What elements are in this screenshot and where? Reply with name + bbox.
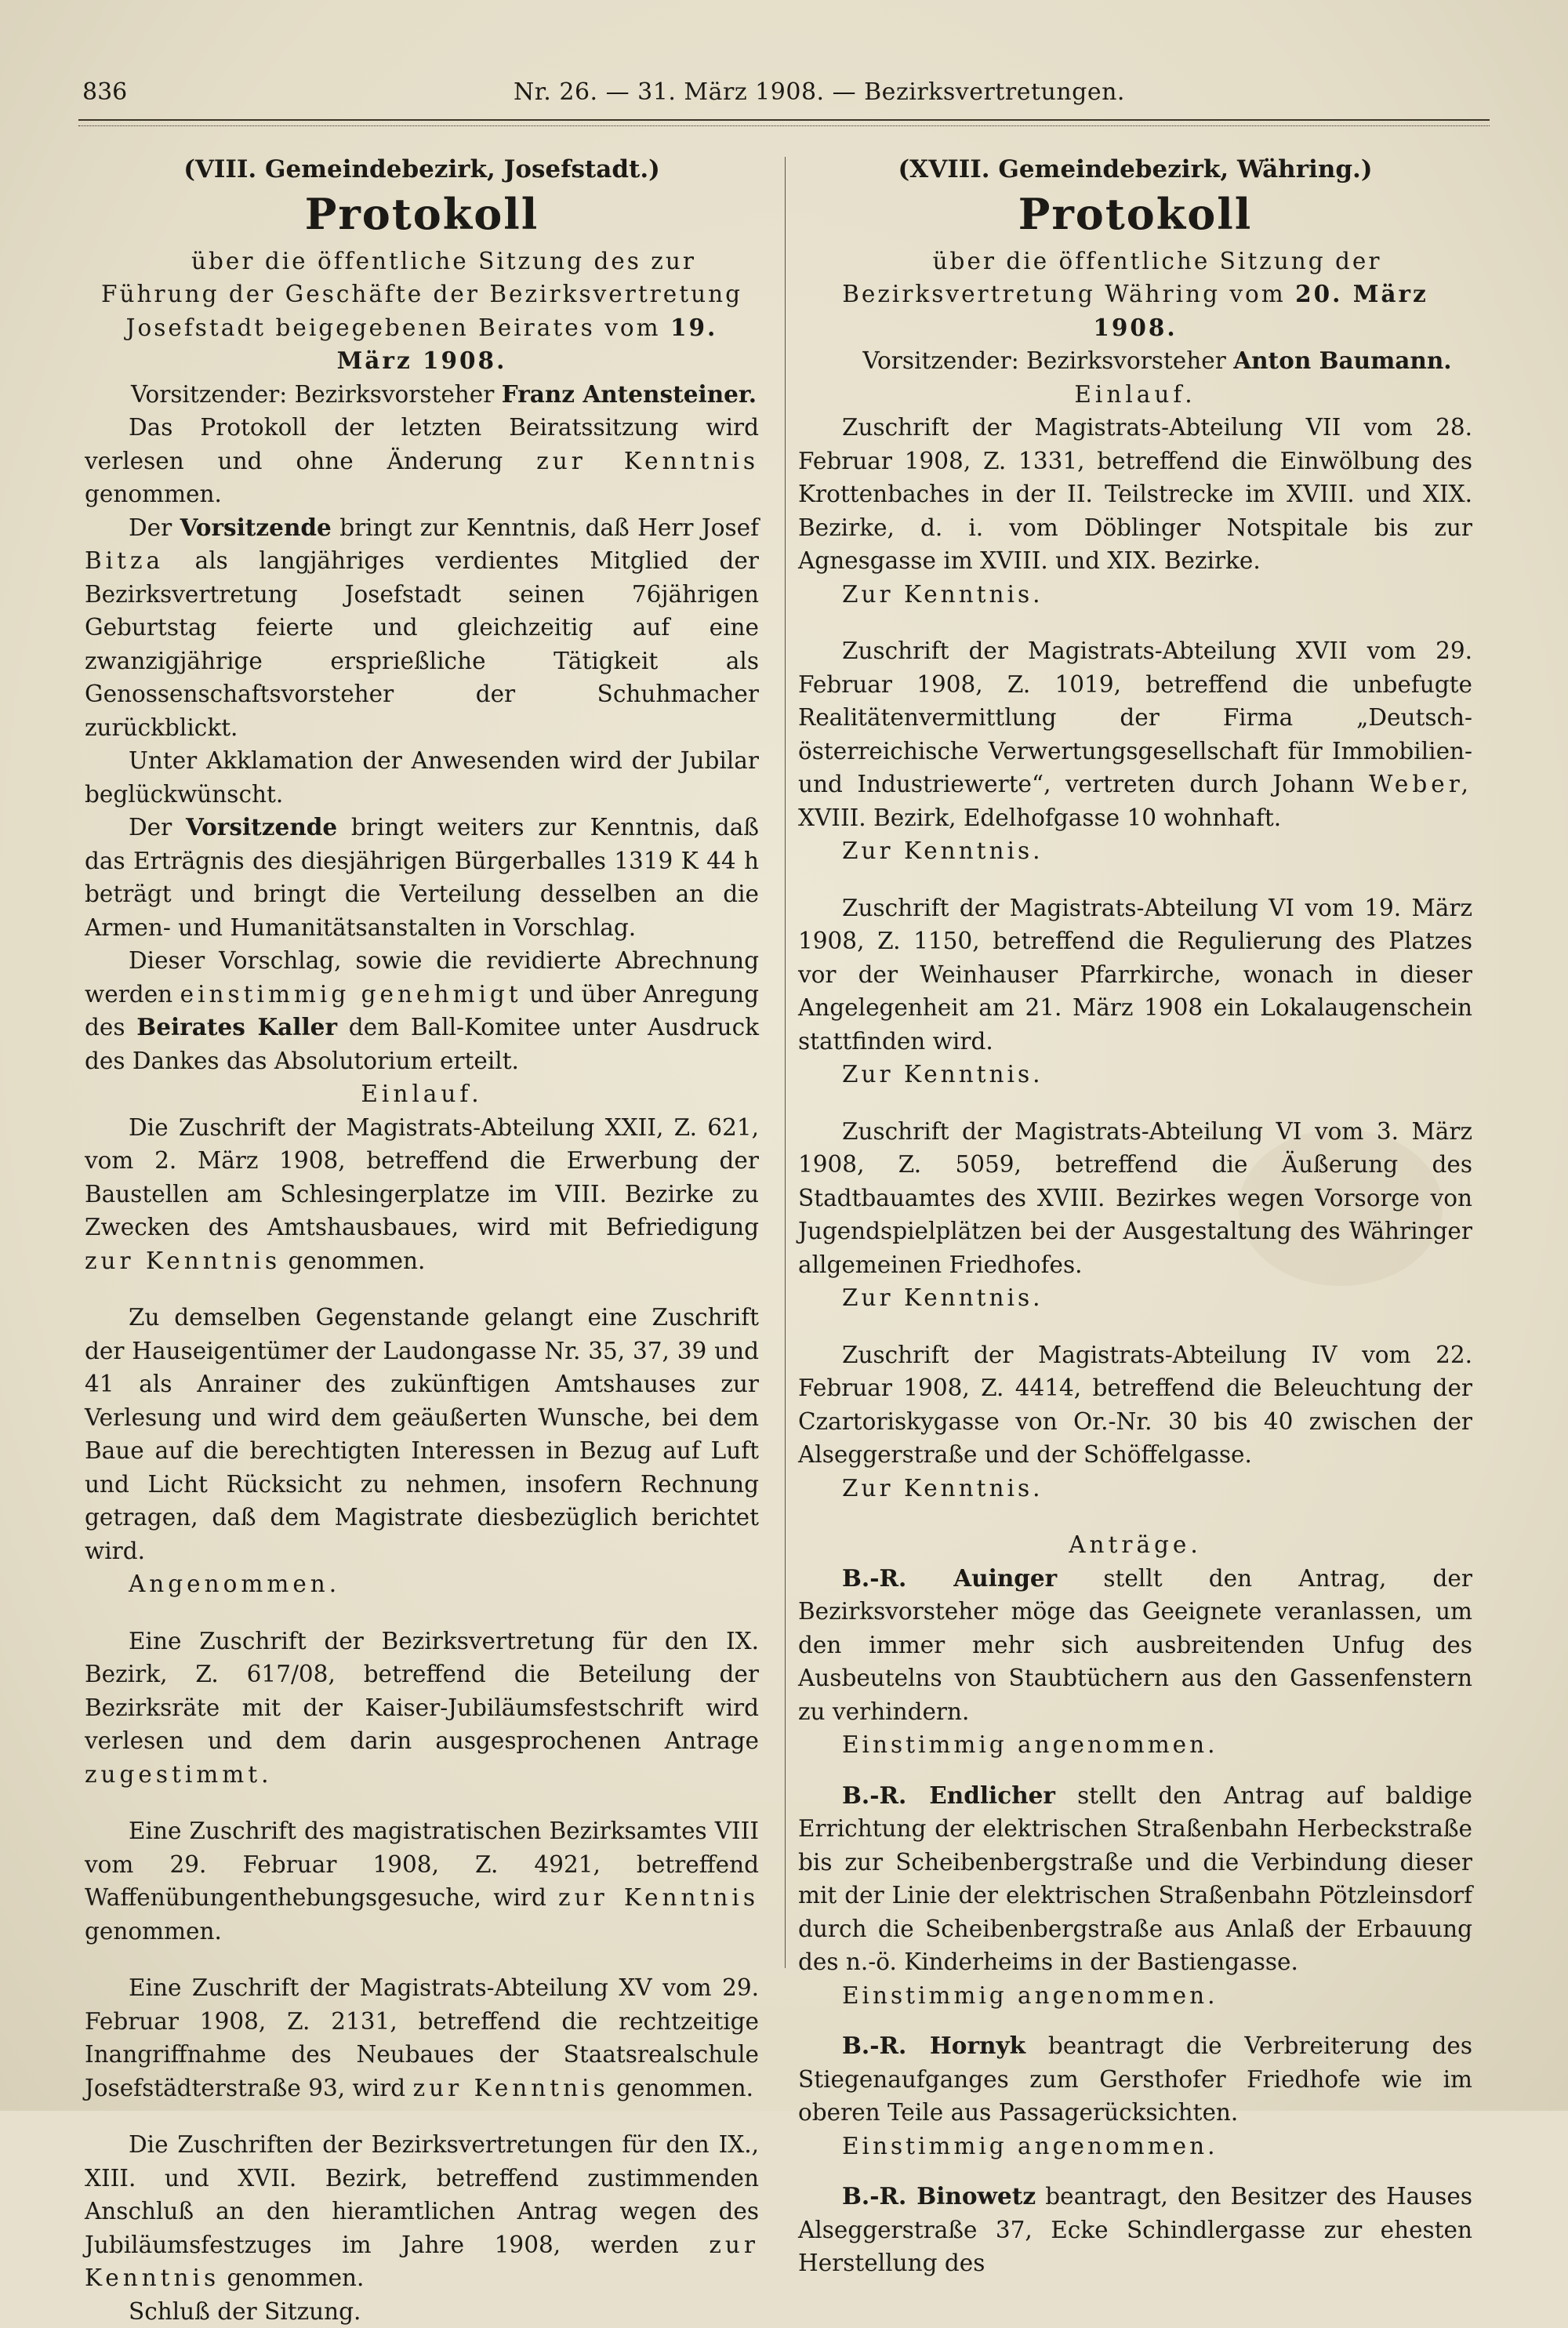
text: stellt den Antrag auf baldige Errichtung der elektrischen Straßenbahn Herbeckstraße bis zur Scheibenbergstraße und die Verbindung dieser mit der Linie der elektrischen Straßenbahn Pötzleinsdorf durch die Scheibenbergstraße aus Anlaß der Erbauung des n.-ö. Kinderheims in der Bastiengasse. <box>798 1782 1472 1976</box>
subtitle-date: 20. März 1908. <box>1093 280 1428 341</box>
result-line: Zur Kenntnis. <box>798 1058 1472 1091</box>
text: und über Anregung des <box>85 981 759 1041</box>
paragraph: Zuschrift der Magistrats-Abteilung VI vom 19. März 1908, Z. 1150, betreffend die Regulierung des Platzes vor der Weinhauser Pfarrkirche, wonach in dieser Angelegenheit am 21. März 1908 ein Lokalaugenschein stattfinden wird. <box>798 892 1472 1059</box>
text: XVIII. Bezirk, Edelhofgasse 10 wohnhaft. <box>798 804 1281 831</box>
chair-name: Anton Baumann. <box>1233 347 1451 374</box>
spaced-text: zur Kenntnis <box>85 2232 759 2292</box>
paragraph <box>85 1814 759 1948</box>
text: genommen. <box>616 2075 753 2101</box>
bold-name: Beirates Kaller <box>136 1013 337 1041</box>
result-line: Einstimmig angenommen. <box>798 1728 1472 1762</box>
motion-paragraph <box>798 2180 1472 2280</box>
column-divider <box>785 157 786 1968</box>
left-column <box>85 153 759 2328</box>
district-heading: (XVIII. Gemeindebezirk, Währing.) <box>798 153 1472 187</box>
text: stellt den Antrag, der Bezirksvorsteher möge das Geeignete veranlassen, um den immer mehr sich ausbreitenden Unfug des Ausbeutelns von Staubtüchern aus den Gassenfenstern zu verhindern. <box>798 1565 1472 1725</box>
result-line: Zur Kenntnis. <box>798 578 1472 612</box>
paragraph: Zu demselben Gegenstande gelangt eine Zuschrift der Hauseigentümer der Laudongasse Nr. 35, 37, 39 und 41 als Anrainer des zukünftigen Amtshauses zur Verlesung und wird dem geäußerten Wunsche, bei dem Baue auf die berechtigten Interessen in Bezug auf Luft und Licht Rücksicht zu nehmen, insofern Rechnung getragen, daß dem Magistrate diesbezüglich berichtet wird. <box>85 1301 759 1567</box>
bold-name: B.-R. Endlicher <box>842 1781 1055 1809</box>
text: genommen. <box>227 2264 365 2291</box>
motion-paragraph <box>798 2029 1472 2130</box>
paragraph <box>85 1625 759 1792</box>
paragraph: Zuschrift der Magistrats-Abteilung VI vom 3. März 1908, Z. 5059, betreffend die Äußerung des Stadtbauamtes des XVIII. Bezirkes wegen Vorsorge von Jugendspielplätzen bei der Ausgestaltung des Währinger allgemeinen Friedhofes. <box>798 1115 1472 1282</box>
paragraph: Zuschrift der Magistrats-Abteilung VII vom 28. Februar 1908, Z. 1331, betreffend die Einwölbung des Krottenbaches in der II. Teilstrecke im XVIII. und XIX. Bezirke, d. i. vom Döblinger Notspitale bis zur Agnesgasse im XVIII. und XIX. Bezirke. <box>798 411 1472 578</box>
section-heading-antraege: Anträge. <box>798 1528 1472 1562</box>
text: Eine Zuschrift des magistratischen Bezirksamtes VIII vom 29. Februar 1908, Z. 4921, betreffend Waffenübungenthebungsgesuche, wird <box>85 1818 759 1911</box>
text: genommen. <box>85 1918 222 1945</box>
spacer <box>798 1505 1472 1528</box>
district-heading: (VIII. Gemeindebezirk, Josefstadt.) <box>85 153 759 187</box>
spacer <box>798 611 1472 634</box>
paragraph: Unter Akklamation der Anwesenden wird der Jubilar beglückwünscht. <box>85 744 759 811</box>
spacer <box>85 2105 759 2128</box>
bold-name: B.-R. Auinger <box>842 1564 1057 1592</box>
paragraph <box>85 2128 759 2295</box>
spaced-text: zur Kenntnis <box>536 448 759 474</box>
chair-line <box>798 344 1472 378</box>
spacer <box>798 2163 1472 2180</box>
text: beantragt die Verbreiterung des Stiegenaufganges zum Gersthofer Friedhofe wie im oberen Teile aus Passagerücksichten. <box>798 2032 1472 2126</box>
running-title: Nr. 26. — 31. März 1908. — Bezirksvertretungen. <box>514 78 1125 106</box>
spacer <box>798 1091 1472 1115</box>
result-line: Zur Kenntnis. <box>798 1281 1472 1315</box>
protocol-subtitle <box>85 245 759 378</box>
chair-label: Vorsitzender: Bezirksvorsteher <box>862 347 1225 374</box>
paragraph <box>85 811 759 944</box>
spaced-text: Weber, <box>1369 771 1472 797</box>
spaced-text: zur Kenntnis <box>85 1248 281 1274</box>
spacer <box>798 868 1472 892</box>
bold-name: B.-R. Hornyk <box>842 2032 1025 2059</box>
spacer <box>798 1762 1472 1779</box>
running-head <box>82 78 1486 116</box>
page-number: 836 <box>82 78 127 106</box>
text: als langjähriges verdientes Mitglied der Bezirksvertretung Josefstadt seinen 76jährigen Geburtstag feierte und gleichzeitig auf eine zwanzigjährige ersprießliche Tätigkeit als Genossenschaftsvorsteher der Schuhmacher zurückblickt. <box>85 547 759 741</box>
chair-name: Franz Antensteiner. <box>502 380 757 408</box>
spacer <box>798 2012 1472 2029</box>
text: dem Ball-Komitee unter Ausdruck des Dankes das Absolutorium erteilt. <box>85 1014 759 1074</box>
text: Eine Zuschrift der Bezirksvertretung für den IX. Bezirk, Z. 617/08, betreffend die Beteilung der Bezirksräte mit der Kaiser-Jubiläumsfestschrift wird verlesen und dem darin ausgesprochenen Antrage <box>85 1628 759 1755</box>
text: Der <box>129 514 172 541</box>
result-line: Zur Kenntnis. <box>798 834 1472 868</box>
protocol-title: Protokoll <box>798 188 1472 240</box>
text: Zuschrift der Magistrats-Abteilung XVII vom 29. Februar 1908, Z. 1019, betreffend die unbefugte Realitätenvermittlung der Firma „Deutsch-österreichische Verwertungsgesellschaft für Immobilien- und Industriewerte“, vertreten durch Johann <box>798 637 1472 797</box>
paragraph <box>85 944 759 1077</box>
motion-paragraph <box>798 1779 1472 1979</box>
paragraph <box>85 1971 759 2105</box>
spaced-text: Bitza <box>85 547 164 574</box>
section-heading-einlauf: Einlauf. <box>85 1077 759 1111</box>
chair-label: Vorsitzender: Bezirksvorsteher <box>131 381 494 408</box>
result-line: Einstimmig angenommen. <box>798 1979 1472 2013</box>
spacer <box>85 1948 759 1971</box>
text: genommen. <box>289 1248 426 1274</box>
result-line: Angenommen. <box>85 1567 759 1601</box>
text: genommen. <box>85 481 222 507</box>
text: Die Zuschriften der Bezirksvertretungen für den IX., XIII. und XVII. Bezirk, betreffend zustimmenden Anschluß an den hieramtlichen Antrag wegen des Jubiläumsfestzuges im Jahre 1908, werden <box>85 2131 759 2258</box>
spaced-text: zugestimmt. <box>85 1761 273 1788</box>
bold-name: Vorsitzende <box>186 813 337 841</box>
paragraph <box>85 411 759 511</box>
paragraph <box>798 634 1472 834</box>
spaced-text: einstimmig genehmigt <box>180 981 522 1008</box>
chair-line <box>85 378 759 412</box>
subtitle-date: 19. März 1908. <box>337 314 718 375</box>
paragraph <box>85 1111 759 1278</box>
spaced-text: zur Kenntnis <box>413 2075 609 2101</box>
text: bringt zur Kenntnis, daß Herr Josef <box>339 514 759 541</box>
text: Das Protokoll der letzten Beiratssitzung wird verlesen und ohne Änderung <box>85 414 759 474</box>
protocol-title: Protokoll <box>85 188 759 240</box>
right-column <box>798 153 1472 2280</box>
spacer <box>85 1791 759 1814</box>
subtitle-text: über die öffentliche Sitzung des zur Führung der Geschäfte der Bezirksvertretung Josefstadt beigegebenen Beirates vom <box>101 248 742 341</box>
text: Der <box>129 814 172 841</box>
paragraph: Zuschrift der Magistrats-Abteilung IV vom 22. Februar 1908, Z. 4414, betreffend die Beleuchtung der Czartoriskygasse von Or.-Nr. 30 bis 40 zwischen der Alseggerstraße und der Schöffelgasse. <box>798 1338 1472 1472</box>
text: Die Zuschrift der Magistrats-Abteilung XXII, Z. 621, vom 2. März 1908, betreffend die Erwerbung der Baustellen am Schlesingerplatze im VIII. Bezirke zu Zwecken des Amtshausbaues, wird mit Befriedigung <box>85 1114 759 1241</box>
result-line: Zur Kenntnis. <box>798 1472 1472 1505</box>
spacer <box>85 1601 759 1625</box>
section-heading-einlauf: Einlauf. <box>798 378 1472 412</box>
spaced-text: zur Kenntnis <box>558 1884 759 1911</box>
subtitle-text: über die öffentliche Sitzung der Bezirksvertretung Währing vom <box>842 248 1381 308</box>
header-rule <box>78 119 1490 126</box>
spacer <box>85 1277 759 1301</box>
closing-line: Schluß der Sitzung. <box>85 2295 759 2328</box>
spacer <box>798 1315 1472 1338</box>
text: beantragt, den Besitzer des Hauses Alseggerstraße 37, Ecke Schindlergasse zur ehesten Herstellung des <box>798 2183 1472 2276</box>
text: bringt weiters zur Kenntnis, daß das Erträgnis des diesjährigen Bürgerballes 1319 K 44 h beträgt und bringt die Verteilung desselben an die Armen- und Humanitätsanstalten in Vorschlag. <box>85 814 759 941</box>
text: Eine Zuschrift der Magistrats-Abteilung XV vom 29. Februar 1908, Z. 2131, betreffend die rechtzeitige Inangriffnahme des Neubaues der Staatsrealschule Josefstädterstraße 93, wird <box>85 1974 759 2101</box>
protocol-subtitle <box>798 245 1472 345</box>
bold-name: B.-R. Binowetz <box>842 2182 1036 2210</box>
bold-name: Vorsitzende <box>180 514 332 541</box>
result-line: Einstimmig angenommen. <box>798 2130 1472 2163</box>
motion-paragraph <box>798 1562 1472 1729</box>
text: Dieser Vorschlag, sowie die revidierte Abrechnung werden <box>85 947 759 1008</box>
paragraph <box>85 511 759 745</box>
